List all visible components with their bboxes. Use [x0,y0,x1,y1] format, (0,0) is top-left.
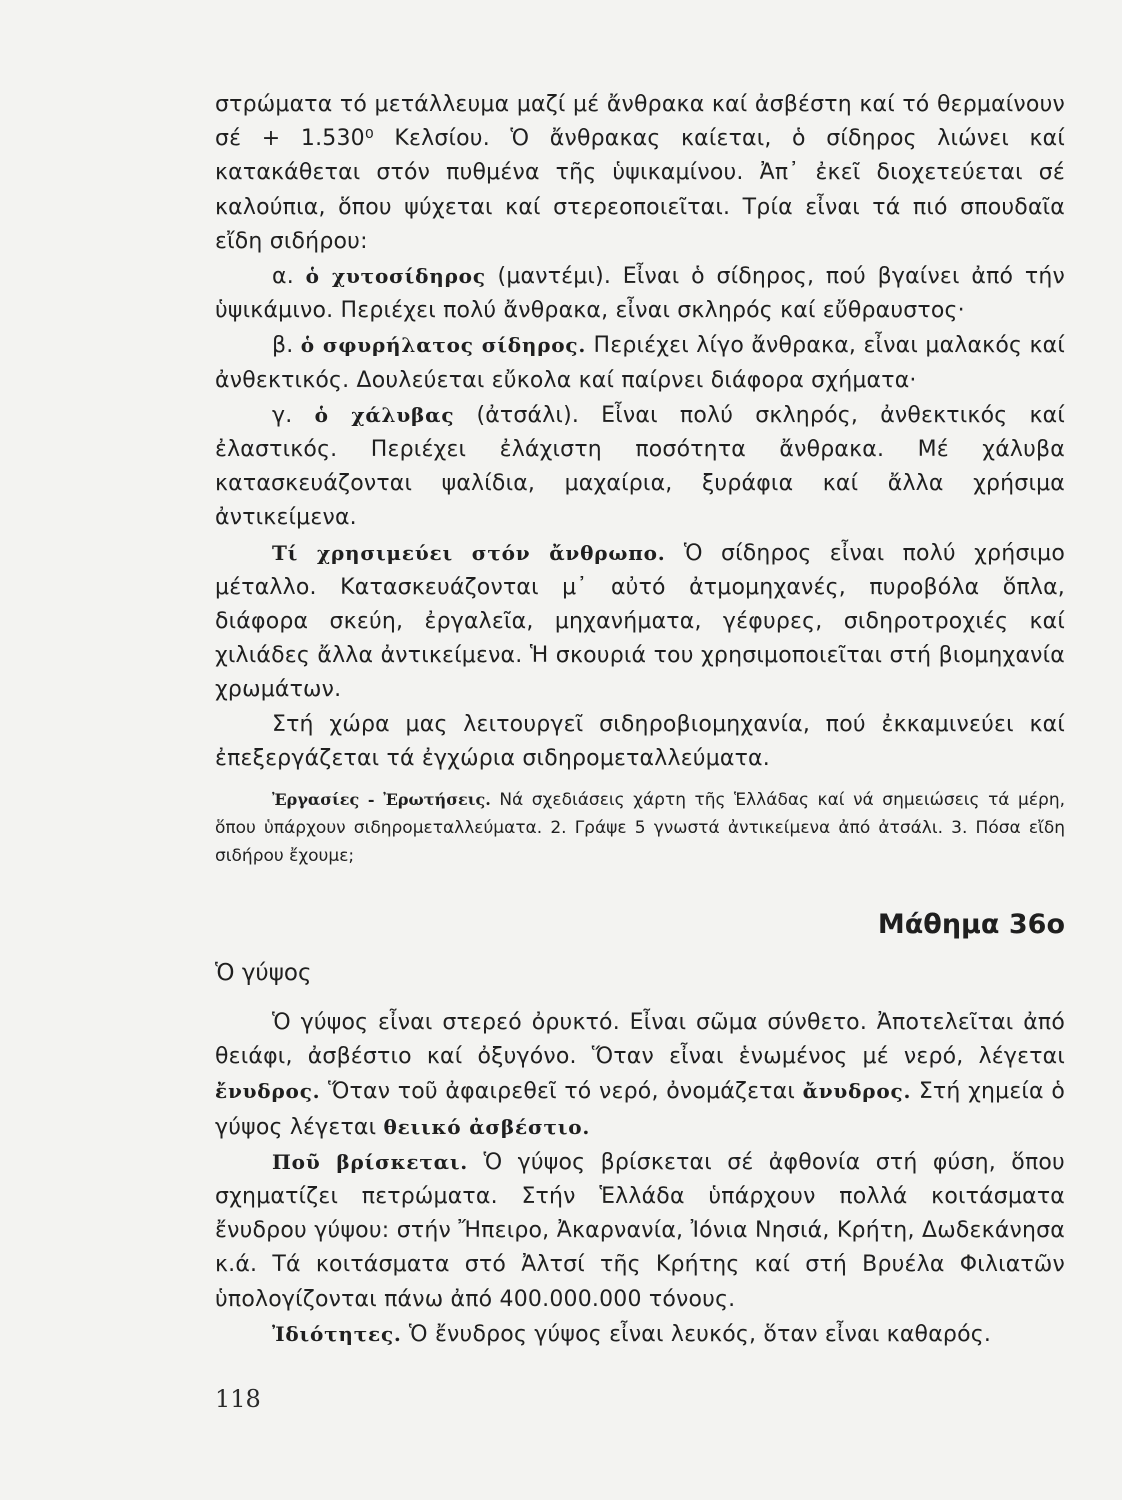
term-cast-iron: ὁ χυτοσίδηρος [305,264,486,289]
paragraph-gypsum-location [215,1145,1065,1317]
page-content [215,88,1065,1352]
text-gypsum-c: Στή χημεία ὁ γύψος λέγεται [215,1079,1065,1140]
term-exercises: Ἐργασίες - Ἐρωτήσεις. [272,790,491,810]
text-gypsum-a: Ὁ γύψος εἶναι στερεό ὀρυκτό. Εἶναι σῶμα σύνθετο. Ἀποτελεῖται ἀπό θειάφι, ἀσβέστιο καί ὀξυγόνο. Ὅταν εἶναι ἑνωμένος μέ νερό, λέγεται [215,1010,1065,1070]
exercises-block [215,786,1065,870]
lesson-title: Μάθημα 36ο [877,909,1065,941]
paragraph-gypsum-composition [215,1006,1065,1145]
term-steel: ὁ χάλυβας [314,402,455,427]
page-number: 118 [215,1385,261,1413]
term-anhydrous: ἄνυδρος. [802,1079,912,1104]
term-uses: Τί χρησιμεύει στόν ἄνθρωπο. [272,540,666,565]
text-gypsum-b: Ὅταν τοῦ ἀφαιρεθεῖ τό νερό, ὀνομάζεται [328,1079,795,1105]
paragraph-cast-iron [215,259,1065,328]
item-prefix-b: β. [272,333,294,359]
term-calcium-sulfate: θειικό ἀσβέστιο. [383,1114,591,1139]
term-wrought-iron: ὁ σφυρήλατος σίδηρος. [300,333,587,358]
paragraph-steel [215,398,1065,536]
text-uses: Ὁ σίδηρος εἶναι πολύ χρήσιμο μέταλλο. Κατασκευάζονται μ᾿ αὐτό ἀτμομηχανές, πυροβόλα ὅπλα, διάφορα σκεύη, ἐργαλεῖα, μηχανήματα, γέφυρες, σιδηροτροχιές καί χιλιάδες ἄλλα ἀντικείμενα. Ἡ σκουριά του χρησιμοποιεῖται στή βιομηχανία χρωμάτων. [215,540,1065,703]
text-wrought-iron: Περιέχει λίγο ἄνθρακα, εἶναι μαλακός καί ἀνθεκτικός. Δουλεύεται εὔκολα καί παίρνει διάφορα σχήματα· [215,333,1065,393]
paragraph-gypsum-properties [215,1317,1065,1352]
term-where-found: Ποῦ βρίσκεται. [272,1149,469,1174]
text-exercises: Νά σχεδιάσεις χάρτη τῆς Ἑλλάδας καί νά σημειώσεις τά μέρη, ὅπου ὑπάρχουν σιδηρομεταλλεύματα. 2. Γράψε 5 γνωστά ἀντικείμενα ἀπό ἀτσάλι. 3. Πόσα εἴδη σιδήρου ἔχουμε; [215,790,1066,867]
text-steel: (ἀτσάλι). Εἶναι πολύ σκληρός, ἀνθεκτικός καί ἐλαστικός. Περιέχει ἐλάχιστη ποσότητα ἄνθρακα. Μέ χάλυβα κατασκευάζονται ψαλίδια, μαχαίρια, ξυράφια καί ἄλλα χρήσιμα ἀντικείμενα. [215,402,1065,531]
item-prefix-a: α. [272,264,294,290]
paragraph-iron-process: στρώματα τό μετάλλευμα μαζί μέ ἄνθρακα καί ἀσβέστη καί τό θερμαίνουν σέ + 1.530⁰ Κελσίου. Ὁ ἄνθρακας καίεται, ὁ σίδηρος λιώνει καί κατακάθεται στόν πυθμένα τῆς ὑψικαμίνου. Ἀπ᾿ ἐκεῖ διοχετεύεται σέ καλούπια, ὅπου ψύχεται καί στερεοποιεῖται. Τρία εἶναι τά πιό σπουδαῖα εἴδη σιδήρου: [215,92,1065,254]
paragraph-uses [215,536,1065,708]
paragraph-wrought-iron [215,328,1065,397]
text-cast-iron: (μαντέμι). Εἶναι ὁ σίδηρος, πού βγαίνει ἀπό τήν ὑψικάμινο. Περιέχει πολύ ἄνθρακα, εἶναι σκληρός καί εὔθραυστος· [215,264,1065,324]
paragraph-industry: Στή χώρα μας λειτουργεῖ σιδηροβιομηχανία, πού ἐκκαμινεύει καί ἐπεξεργάζεται τά ἐγχώρια σιδηρομεταλλεύματα. [215,711,1065,771]
text-properties: Ὁ ἔνυδρος γύψος εἶναι λευκός, ὅταν εἶναι καθαρός. [408,1321,992,1347]
item-prefix-c: γ. [272,402,293,428]
text-where-found: Ὁ γύψος βρίσκεται σέ ἀφθονία στή φύση, ὅπου σχηματίζει πετρώματα. Στήν Ἑλλάδα ὑπάρχουν πολλά κοιτάσματα ἔνυδρου γύψου: στήν Ἤπειρο, Ἀκαρνανία, Ἰόνια Νησιά, Κρήτη, Δωδεκάνησα κ.ά. Τά κοιτάσματα στό Ἀλτσί τῆς Κρήτης καί στή Βρυέλα Φιλιατῶν ὑπολογίζονται πάνω ἀπό 400.000.000 τόνους. [215,1149,1065,1312]
term-hydrous: ἔνυδρος. [215,1079,321,1104]
section-title: Ὁ γύψος [215,960,312,987]
term-properties: Ἰδιότητες. [272,1321,402,1346]
